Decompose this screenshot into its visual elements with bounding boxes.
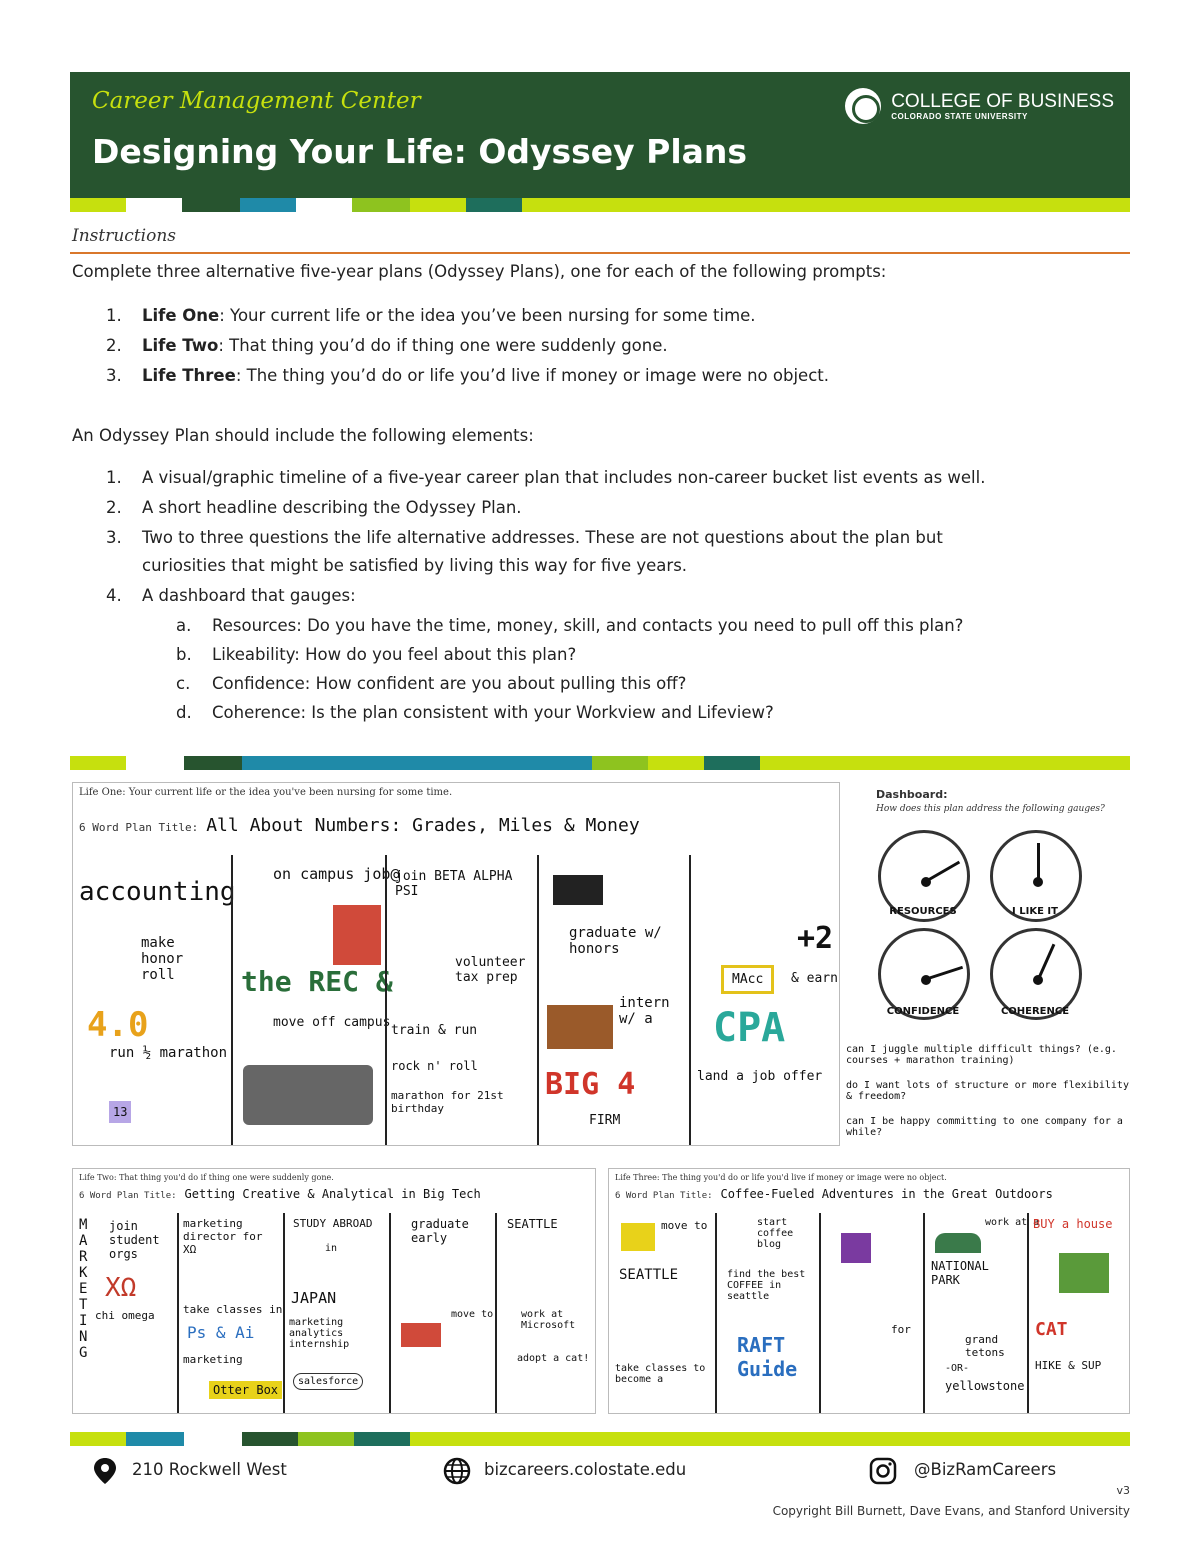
divider	[70, 252, 1130, 254]
gauge-label: I LIKE IT	[1012, 906, 1058, 917]
timeline-panel	[385, 855, 535, 1145]
truck-icon	[621, 1223, 655, 1251]
list-number: 1.	[106, 468, 122, 487]
doodle-text: & earn	[791, 971, 838, 986]
doodle-text: work at Microsoft	[521, 1309, 576, 1331]
gauge-hub	[921, 877, 931, 887]
gauge-hub	[1033, 975, 1043, 985]
doodle-text: make honor roll	[141, 935, 184, 983]
university-name: COLORADO STATE UNIVERSITY	[891, 111, 1028, 121]
doodle-text: MAcc	[721, 965, 774, 994]
example-headline: 6 Word Plan Title: Getting Creative & Analytical in Big Tech	[79, 1187, 481, 1201]
list-letter: c.	[176, 674, 191, 693]
doodle-text: marathon for 21st birthday	[391, 1089, 504, 1115]
doodle-text: XΩ	[105, 1273, 137, 1303]
dashboard-title: Dashboard:	[876, 788, 948, 801]
decorative-stripe-middle	[70, 756, 1130, 770]
elements-intro: An Odyssey Plan should include the following elements:	[72, 426, 534, 445]
timeline-panel	[537, 855, 687, 1145]
version-label: v3	[1116, 1484, 1130, 1497]
doodle-text: run ½ marathon	[109, 1045, 228, 1061]
gauge-label: COHERENCE	[1000, 1006, 1070, 1017]
doodle-text: accounting	[79, 877, 236, 907]
list-number: 1.	[106, 306, 122, 325]
example-caption: Life Two: That thing you'd do if thing one were suddenly gone.	[79, 1173, 334, 1182]
doodle-text: 4.0	[87, 1005, 149, 1045]
doodle-text: SEATTLE	[619, 1267, 679, 1283]
example-dashboard	[846, 782, 1132, 1146]
doodle-text: CPA	[713, 1005, 786, 1051]
doodle-text: on campus job@	[273, 865, 400, 883]
brick-wall-icon	[333, 905, 381, 965]
footer-social-handle[interactable]: @BizRamCareers	[914, 1460, 1057, 1479]
timeline-panel	[689, 855, 839, 1145]
footer-address: 210 Rockwell West	[132, 1460, 287, 1479]
doodle-text: the REC &	[241, 965, 393, 998]
decorative-stripe-bottom	[70, 1432, 1130, 1446]
gauge-hub	[1033, 877, 1043, 887]
timeline-panel	[715, 1213, 817, 1413]
gauge-resources: Resources: Do you have the time, money, skill, and contacts you need to pull off this plan?	[212, 616, 964, 635]
doodle-text: BIG 4	[545, 1067, 636, 1102]
location-pin-icon	[90, 1456, 120, 1486]
timeline-panel	[1027, 1213, 1129, 1413]
ram-logo-icon	[845, 88, 881, 124]
doodle-text: NATIONAL PARK	[931, 1259, 989, 1287]
example-headline: 6 Word Plan Title: All About Numbers: Grades, Miles & Money	[79, 815, 640, 836]
timeline-panel	[283, 1213, 387, 1413]
footer-website-link[interactable]: bizcareers.colostate.edu	[484, 1460, 687, 1479]
element-item: A short headline describing the Odyssey Plan.	[142, 498, 522, 517]
gauge-hub	[921, 975, 931, 985]
doodle-text: join BETA ALPHA PSI	[395, 869, 513, 899]
page-header	[70, 72, 1130, 198]
element-item: A visual/graphic timeline of a five-year career plan that includes non-career bucket list events as well.	[142, 468, 986, 487]
doodle-text: marketing director for XΩ	[183, 1217, 263, 1256]
doodle-text: Otter Box	[209, 1381, 282, 1399]
doodle-text: take classes in	[183, 1303, 283, 1316]
doodle-text: move to	[451, 1309, 494, 1320]
doodle-text: chi omega	[95, 1309, 155, 1322]
example-caption: Life One: Your current life or the idea you've been nursing for some time.	[79, 787, 453, 798]
question-item: do I want lots of structure or more flexibility & freedom?	[846, 1080, 1129, 1102]
doodle-text: adopt a cat!	[517, 1353, 590, 1364]
doodle-text: marketing analytics internship	[289, 1317, 350, 1350]
tent-icon	[841, 1233, 871, 1263]
list-number: 2.	[106, 336, 122, 355]
doodle-text: work at a	[985, 1217, 1040, 1228]
timeline-panel	[177, 1213, 281, 1413]
list-letter: a.	[176, 616, 192, 635]
element-item-continued: curiosities that might be satisfied by living this way for five years.	[142, 556, 688, 575]
doodle-text: intern w/ a	[619, 995, 670, 1027]
doodle-text: in	[325, 1243, 338, 1254]
gauge-label: CONFIDENCE	[886, 1006, 960, 1017]
college-name: COLLEGE OF BUSINESS	[891, 90, 1114, 112]
example-life-two	[72, 1168, 596, 1414]
gauge-likeability: Likeability: How do you feel about this plan?	[212, 645, 577, 664]
question-item: can I juggle multiple difficult things? (e.g. courses + marathon training)	[846, 1044, 1117, 1066]
copyright-notice: Copyright Bill Burnett, Dave Evans, and Stanford University	[772, 1504, 1130, 1518]
instructions-intro: Complete three alternative five-year plans (Odyssey Plans), one for each of the following prompts:	[72, 262, 887, 281]
gauge-label: RESOURCES	[889, 906, 957, 917]
prompt-life-three: Life Three: The thing you’d do or life you’d live if money or image were no object.	[142, 366, 829, 385]
example-caption: Life Three: The thing you'd do or life you'd live if money or image were no object.	[615, 1173, 947, 1182]
gauge-needle	[926, 861, 960, 883]
department-name: Career Management Center	[92, 88, 421, 114]
briefcase-icon	[547, 1005, 613, 1049]
dashboard-subtitle: How does this plan address the following gauges?	[876, 804, 1105, 814]
list-letter: d.	[176, 703, 192, 722]
house-icon	[1059, 1253, 1109, 1293]
doodle-text: start coffee blog	[757, 1217, 794, 1250]
doodle-text: -OR-	[945, 1363, 970, 1374]
doodle-text: move to	[661, 1219, 708, 1232]
doodle-text: SEATTLE	[507, 1217, 558, 1231]
doodle-text: take classes to become a	[615, 1363, 706, 1385]
doodle-text: salesforce	[293, 1373, 363, 1390]
doodle-text: HIKE & SUP	[1035, 1359, 1102, 1372]
doodle-text: MARKETING	[79, 1217, 88, 1361]
question-item: can I be happy committing to one company for a while?	[846, 1116, 1123, 1138]
doodle-text: volunteer tax prep	[455, 955, 526, 985]
list-number: 3.	[106, 528, 122, 547]
doodle-text: +2	[797, 921, 834, 956]
doodle-text: 13	[109, 1101, 131, 1123]
doodle-text: grand tetons	[965, 1333, 1005, 1359]
doodle-text: train & run	[391, 1023, 478, 1038]
element-item: Two to three questions the life alternative addresses. These are not questions about the plan but	[142, 528, 943, 547]
timeline-panel	[819, 1213, 921, 1413]
example-headline: 6 Word Plan Title: Coffee-Fueled Adventures in the Great Outdoors	[615, 1187, 1053, 1201]
doodle-text: find the best COFFEE in seattle	[727, 1269, 806, 1302]
gauge-confidence: Confidence: How confident are you about pulling this off?	[212, 674, 687, 693]
gauge-needle	[1037, 843, 1040, 881]
list-letter: b.	[176, 645, 192, 664]
doodle-text: Ps & Ai	[187, 1323, 255, 1342]
timeline-panel	[75, 1213, 175, 1413]
doodle-text: RAFT Guide	[737, 1333, 798, 1381]
timeline-panel	[231, 855, 400, 1145]
doodle-text: JAPAN	[291, 1289, 337, 1307]
timeline-panel	[389, 1213, 493, 1413]
timeline-panel	[77, 855, 236, 1145]
doodle-text: STUDY ABROAD	[293, 1217, 373, 1230]
doodle-text: BUY a house	[1033, 1217, 1113, 1231]
moving-truck-icon	[401, 1323, 441, 1347]
instructions-heading: Instructions	[72, 226, 176, 246]
timeline-panel	[611, 1213, 713, 1413]
prompt-life-two: Life Two: That thing you’d do if thing one were suddenly gone.	[142, 336, 668, 355]
doodle-text: rock n' roll	[391, 1059, 478, 1073]
list-number: 2.	[106, 498, 122, 517]
timeline-panel	[495, 1213, 595, 1413]
doodle-text: CAT	[1035, 1319, 1068, 1340]
decorative-stripe-top	[70, 198, 1130, 212]
instagram-icon	[868, 1456, 898, 1486]
doodle-text: FIRM	[589, 1113, 621, 1128]
prompt-life-one: Life One: Your current life or the idea you’ve been nursing for some time.	[142, 306, 756, 325]
doodle-text: marketing	[183, 1353, 243, 1366]
doodle-text: join student orgs	[109, 1219, 160, 1261]
doodle-text: graduate early	[411, 1217, 469, 1245]
doodle-text: move off campus	[273, 1015, 391, 1030]
list-number: 4.	[106, 586, 122, 605]
timeline-panel	[923, 1213, 1040, 1413]
doodle-text: for	[891, 1323, 911, 1336]
gauge-coherence: Coherence: Is the plan consistent with your Workview and Lifeview?	[212, 703, 774, 722]
gauge-needle	[926, 966, 963, 981]
graduation-cap-icon	[553, 875, 603, 905]
doodle-text: yellowstone	[945, 1379, 1025, 1393]
globe-icon	[442, 1456, 472, 1486]
element-item: A dashboard that gauges:	[142, 586, 356, 605]
example-life-one	[72, 782, 840, 1146]
ranger-hat-icon	[935, 1233, 981, 1253]
doodle-text: graduate w/ honors	[569, 925, 662, 957]
college-brand	[845, 88, 1114, 124]
example-life-three	[608, 1168, 1130, 1414]
doodle-text: land a job offer	[697, 1069, 823, 1084]
couch-icon	[243, 1065, 373, 1125]
list-number: 3.	[106, 366, 122, 385]
gauge-needle	[1037, 944, 1055, 980]
page-title: Designing Your Life: Odyssey Plans	[92, 132, 748, 171]
